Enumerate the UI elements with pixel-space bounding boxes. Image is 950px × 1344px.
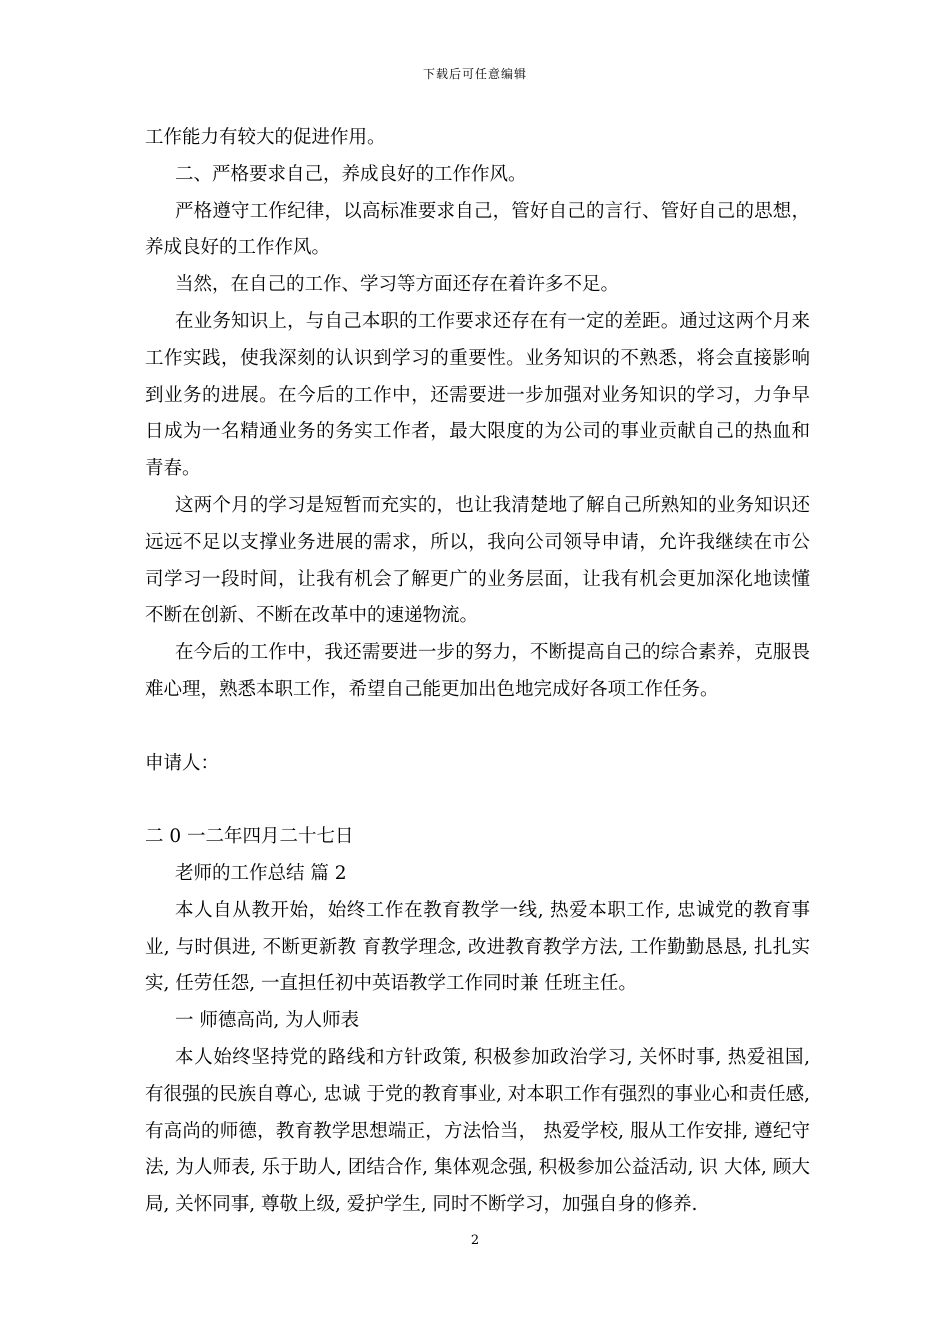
paragraph: 本人始终坚持党的路线和方针政策, 积极参加政治学习, 关怀时事, 热爱祖国, 有很强的民族自尊心, 忠诚 于党的教育事业, 对本职工作有强烈的事业心和责任感, 有高尚的师德，教育教学思想端正，方法恰当， 热爱学校, 服从工作安排, 遵纪守法, 为人师表, 乐于助人, 团结合作, 集体观念强, 积极参加公益活动, 识 大体, 顾大局, 关怀同事, 尊敬上级, 爱护学生, 同时不断学习，加强自身的修养. [145, 1046, 810, 1216]
spacer [145, 709, 810, 746]
paragraph-continuation: 工作能力有较大的促进作用。 [145, 127, 386, 148]
section-title: 老师的工作总结 篇 2 [175, 862, 347, 884]
paragraph: 严格遵守工作纪律，以高标准要求自己，管好自己的言行、管好自己的思想，养成良好的工作作风。 [145, 200, 810, 259]
paragraph: 本人自从教开始，始终工作在教育教学一线, 热爱本职工作, 忠诚党的教育事业, 与时俱进, 不断更新教 育教学理念, 改进教育教学方法, 工作勤勤恳恳, 扎扎实实, 任劳任怨, 一直担任初中英语教学工作同时兼 任班主任。 [145, 899, 810, 995]
page-header: 下载后可任意编辑 [422, 67, 527, 81]
paragraph: 在业务知识上，与自己本职的工作要求还存在有一定的差距。通过这两个月来工作实践，使我深刻的认识到学习的重要性。业务知识的不熟悉，将会直接影响到业务的进展。在今后的工作中，还需要进一步加强对业务知识的学习，力争早日成为一名精通业务的务实工作者，最大限度的为公司的事业贡献自己的热血和青春。 [145, 310, 810, 480]
document-body [145, 120, 810, 1224]
page-number: 2 [470, 1233, 480, 1248]
spacer [145, 782, 810, 819]
paragraph: 当然，在自己的工作、学习等方面还存在着许多不足。 [175, 274, 620, 296]
paragraph: 这两个月的学习是短暂而充实的，也让我清楚地了解自己所熟知的业务知识还远远不足以支撑业务进展的需求，所以，我向公司领导申请，允许我继续在市公司学习一段时间，让我有机会了解更广的业务层面，让我有机会更加深化地读懂不断在创新、不断在改革中的速递物流。 [145, 494, 810, 627]
applicant-label: 申请人： [145, 752, 220, 774]
subsection-heading: 一 师德高尚, 为人师表 [175, 1010, 360, 1032]
section-heading-2: 二、严格要求自己，养成良好的工作作风。 [175, 163, 527, 185]
paragraph: 在今后的工作中，我还需要进一步的努力，不断提高自己的综合素养，克服畏难心理，熟悉本职工作，希望自己能更加出色地完成好各项工作任务。 [145, 642, 810, 700]
signature-date: 二 0 一二年四月二十七日 [145, 826, 354, 848]
